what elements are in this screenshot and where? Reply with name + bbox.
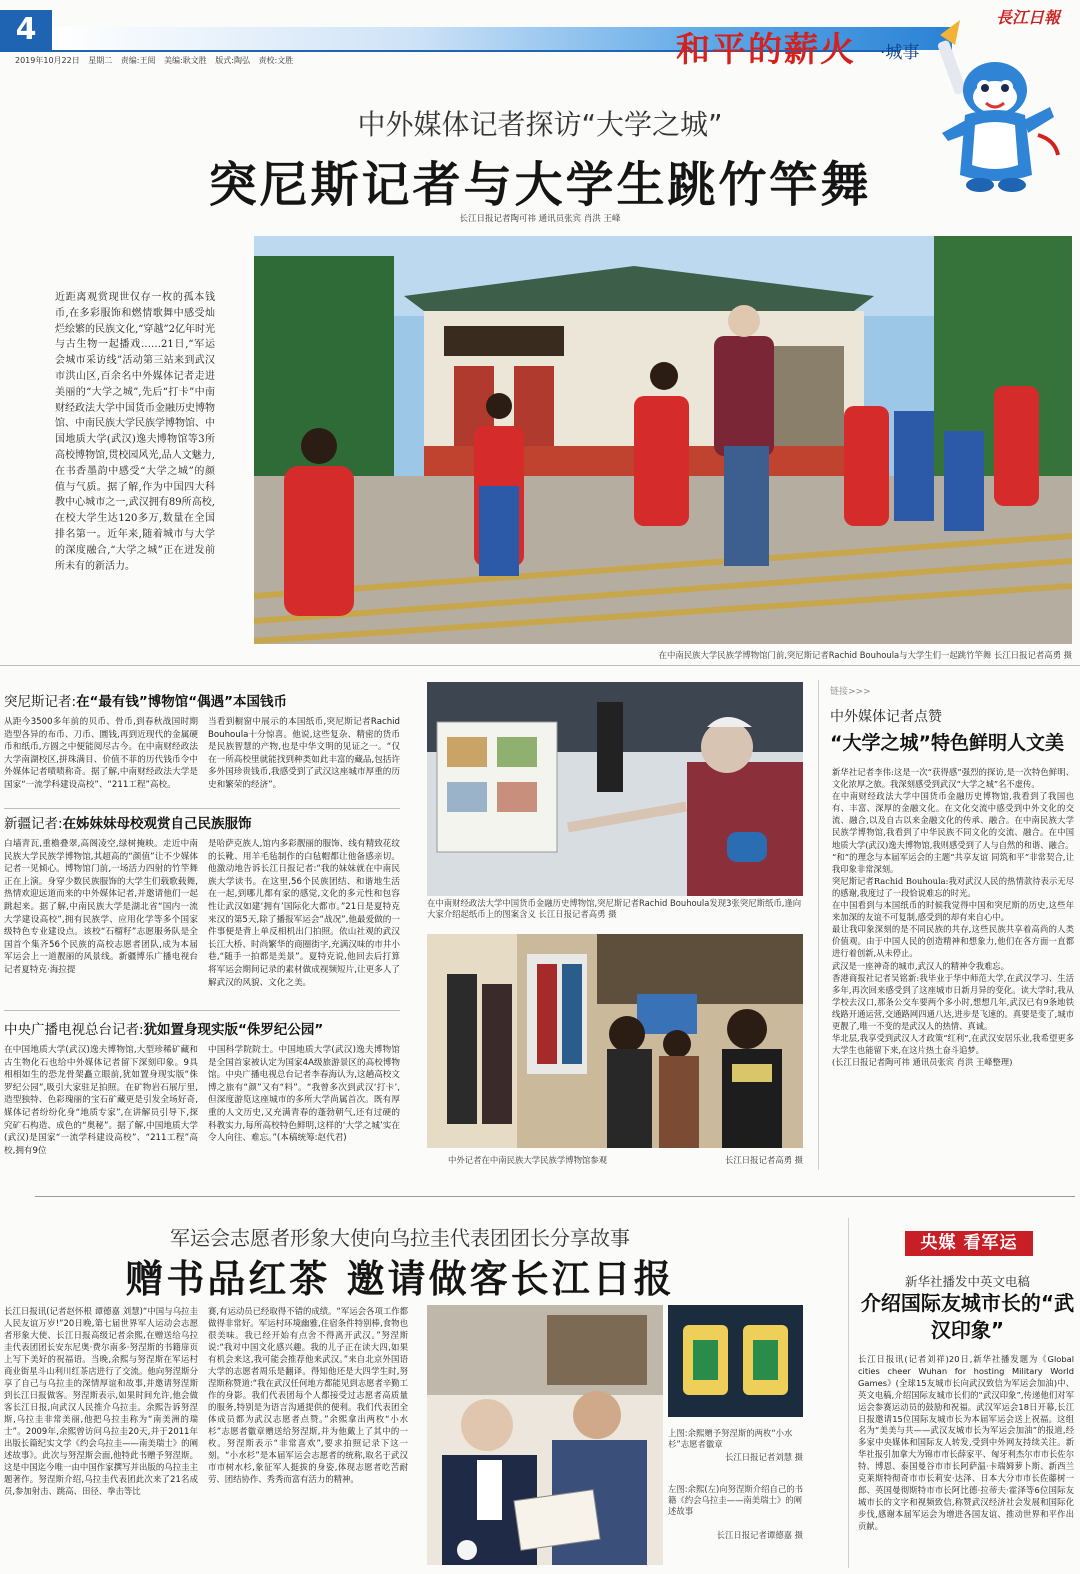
news-divider	[848, 1218, 849, 1568]
section3-heading-prefix: 中央广播电视总台记者:	[4, 1022, 144, 1038]
sidebar-paragraph: “和”的理念与本届军运会的主题“共享友谊 同筑和平”非常契合,让我印象非常深刻。	[832, 851, 1074, 874]
divider	[0, 665, 1080, 666]
section3-heading	[4, 1018, 323, 1038]
section3-heading-main: 犹如置身现实版“侏罗纪公园”	[143, 1022, 324, 1038]
news-body: 长江日报讯(记者刘祥)20日,新华社播发题为《Global cities cheer Wuhan for hosting Military World Games》(全球15友城市长向武汉致信为军运会加油)中、英文电稿,介绍国际友城市长们的“武汉印象”,传递他们对军运会参赛运动员的鼓励和祝福。武汉军运会18日开幕,长江日报邀请15位国际友城市长为本届军运会送上祝福。这组名为“美美与共——武汉友城市长为军运会加油”的报道,经多家中央媒体和国际友人转发,受到中外网友持续关注。新华社报引加拿大为锦市市长薛家平、匈牙利杰尔市市长佐尔特、博恩、泰国曼谷市市长阿萨温·卡瑞姆萝卜斯、新西兰克莱斯特彻奇市市长莉安·达泽、日本大分市市长佐藤树一郎、英国曼彻斯特市市长阿比德·拉蒂夫·霍泽等6位国际友城市长的文字和视频致信,称赞武汉经济社会发展和国际化步伐,感谢本届军运会为增进各国友谊、推动世界和平作出贡献。	[858, 1354, 1074, 1531]
book-photo-credit: 长江日报记者谭德嘉 摄	[716, 1530, 803, 1540]
sidebar-body	[832, 766, 1074, 1068]
photo-currency-caption: 在中南财经政法大学中国货币金融历史博物馆,突尼斯记者Rachid Bouhoula发现3张突尼斯纸币,逢向大家介绍起纸币上的图案含义 长江日报记者高勇 摄	[427, 898, 802, 919]
badge-photo-caption: 上图:余熙赠予努涅斯的两枚“小水杉”志愿者徽章	[668, 1428, 793, 1449]
section2-heading	[4, 812, 252, 832]
sidebar-paragraph: 在中南财经政法大学中国货币金融历史博物馆,我看到了我国也有、丰富、深厚的金融文化。在文化交流中感受到中外文化的交流、融合,以及自古以来金融文化的传承、融合。在中南民族大学民族学博物馆,我看到了中华民族不同文化的交流、融合。在中国地质大学(武汉)逸夫博物馆,我则感受到了人与自然的和谐、融合。	[832, 791, 1074, 850]
section2-heading-prefix: 新疆记者:	[4, 816, 63, 832]
section2-col1: 白墙青瓦,重檐叠翠,高阁凌空,绿树掩映。走近中南民族大学民族学博物馆,其超高的“颜值”让不少媒体记者一见倾心。博物馆门前,一场活力四射的竹竿舞正在上演。身穿少数民族服饰的大学生们载歌载舞,热情欢迎远道而来的中外媒体记者,并邀请他们一起跳起来。据了解,中南民族大学是湖北省“国内一流大学建设高校”,拥有民族学、应用化学等多个国家级特色专业建设点。该校“石榴籽”志愿服务队是全国首个集齐56个民族的高校志愿者团队,成为本届军运会上一道靓丽的风景线。新疆博乐广播电视台记者夏特克·海拉提	[4, 839, 198, 975]
section1-heading-main: 在“最有钱”博物馆“偶遇”本国钱币	[76, 694, 288, 710]
lead-byline: 长江日报记者陶可祎 通讯员张宾 肖洪 王峰	[459, 214, 621, 224]
sidebar-tag: 链接>>>	[830, 687, 871, 697]
divider	[35, 1196, 1075, 1197]
story2-col1: 长江日报讯(记者赵怀根 谭德嘉 刘慧)“中国与乌拉圭人民友谊万岁!”20日晚,第七届世界军人运动会志愿者形象大使、长江日报高级记者余熙,在赠送给乌拉圭代表团团长安东尼奥·费尔南多·努涅斯的书籍扉页上写下美好的祝福语。当晚,余熙与努涅斯在军运村商业街星斗山利川红茶店进行了交流。他向努涅斯分享了自己与乌拉圭的深情厚谊和故事,并邀请努涅斯到长江日报做客。努涅斯表示,如果时间允许,他会做客长江日报,向武汉人民推介乌拉圭。余熙告诉努涅斯,乌拉圭非常美丽,他把乌拉圭称为“南美洲的瑞士”。2009年,余熙曾访问乌拉圭20天,并于2011年出版长篇纪实文学《约会乌拉圭——南美瑞士》的阐述故事》。此次与努涅斯会面,他特此书赠予努涅斯。这是中国迄今唯一由中国作家撰写并出版的乌拉圭主题著作。努涅斯介绍,乌拉圭代表团此次来了21名成员,参加射击、跳高、田径、拳击等比	[4, 1306, 198, 1496]
section-subtitle: ·城事	[880, 43, 920, 63]
sidebar-title: “大学之城”特色鲜明人文美	[830, 732, 1064, 754]
lead-photo	[254, 236, 1072, 644]
sidebar-paragraph: (长江日报记者陶可祎 通讯员张宾 肖洪 王峰整理)	[832, 1057, 1013, 1068]
lead-intro: 近距离观赏现世仅存一枚的孤本钱币,在多彩服饰和燃情歌舞中感受灿烂绘繁的民族文化,“穿越”2亿年时光与古生物一起播戏……21日,“军运会城市采访线”活动第三站来到武汉市洪山区,百余名中外媒体记者走进美丽的“大学之城”,先后“打卡”中南财经政法大学中国货币金融历史博物馆、中南民族大学民族学博物馆、中国地质大学(武汉)逸夫博物馆等3所高校博物馆,贯校园风光,品人文魅力,在书香墨韵中感受“大学之城”的颜值与气质。据了解,作为中国四大科教中心城市之一,武汉拥有89所高校,在校大学生达120多万,数量在全国排名第一。近年来,随着城市与大学的深度融合,“大学之城”正在迸发前所未有的新活力。	[55, 292, 215, 572]
page-number: 4	[0, 10, 52, 50]
divider	[4, 808, 400, 809]
sidebar-divider	[818, 680, 819, 1170]
section1-heading-prefix: 突尼斯记者:	[4, 694, 77, 710]
story2-kicker: 军运会志愿者形象大使向乌拉圭代表团团长分享故事	[170, 1226, 630, 1250]
lead-headline: 突尼斯记者与大学生跳竹竿舞	[208, 157, 872, 213]
date-line: 2019年10月22日 星期二 责编:王阅 美编:耿文胜 版式:陶弘 责校:文胜	[15, 56, 294, 65]
book-photo-caption: 左图:余熙(左)向努涅斯介绍自己的书籍《约会乌拉圭——南美瑞士》的阐述故事	[668, 1484, 803, 1516]
section3-col2: 中国科学院院士。中国地质大学(武汉)逸夫博物馆是全国首家被认定为国家4A级旅游景区的高校博物馆。中央广播电视总台记者李春海认为,这趟高校文博之旅有“颜”又有“料”。“我曾多次到武汉‘打卡’,但深度游览这座城市的多所大学尚属首次。既有厚重的人文历史,又充满青春的蓬勃朝气,还有过硬的科教实力,每所高校特色鲜明,这样的‘大学之城’实在令人向往、难忘。”(本稿统筹:赵代君)	[208, 1045, 400, 1144]
sidebar-paragraph: 新华社记者李伟:这是一次“获得感”强烈的探访,是一次特色鲜明、文化浓厚之旅。我深刻感受到武汉“大学之城”名不虚传。	[832, 767, 1074, 790]
section1-heading	[4, 690, 287, 710]
news-headline: 介绍国际友城市长的“武汉印象”	[860, 1291, 1075, 1342]
photo-ethnic-credit: 长江日报记者高勇 摄	[724, 1155, 803, 1165]
lead-photo-caption: 在中南民族大学民族学博物馆门前,突尼斯记者Rachid Bouhoula与大学生们一起跳竹竿舞 长江日报记者高勇 摄	[658, 650, 1072, 660]
badge-photo-credit: 长江日报记者刘慧 摄	[724, 1452, 803, 1462]
sidebar-paragraph: 武汉是一座神奇的城市,武汉人的精神令我难忘。	[832, 960, 1009, 971]
section1-col1: 从距今3500多年前的贝币、骨币,到春秋战国时期造型各异的布币、刀币、圜钱,再到近现代的金属硬币和纸币,方圆之中便能阅尽古今。在中南财经政法大学南湖校区,拼珠满目、价值不菲的历代钱币令中外媒体记者啧啧称奇。据了解,中南财经政法大学是国家“一流学科建设高校”、“211工程”高校。	[4, 717, 198, 790]
story2-headline: 赠书品红茶 邀请做客长江日报	[125, 1257, 675, 1301]
brand-logo: 長江日報	[995, 8, 1060, 27]
section3-col1: 在中国地质大学(武汉)逸夫博物馆,大型珍稀矿藏和古生物化石也给中外媒体记者留下深刻印象。9具相相如生的恐龙骨架矗立眼前,犹如置身现实版“侏罗纪公园”,吸引大家驻足拍照。在矿物岩石展厅里,造型独特、色彩瑰丽的宝石矿藏更是引发全场好奇,媒体记者纷纷化身“地质专家”,在讲解员引导下,探究矿石构造、成色的“奥秘”。据了解,中国地质大学(武汉)是国家“一流学科建设高校”、“211工程”高校,拥有9位	[4, 1045, 198, 1156]
story2-col2: 赛,有运动员已经取得不错的成绩。“军运会各项工作都做得非常好。军运村环境幽雅,住宿条件特别棒,食物也很美味。我已经开始有点舍不得离开武汉。”努涅斯说:“我对中国文化感兴趣。我的儿子正在读大四,如果有机会来这,我可能会推荐他来武汉。”来自北京外国语大学的志愿者周乐是翻译。得知他还是大四学生时,努涅斯称赞道:“我在武汉任何地方都能见到志愿者辛勤工作的身影。我们代表团每个人都接受过志愿者高质量的服务,特别是为语言沟通提供的便利。我们代表团全体成员都为武汉志愿者点赞。”余熙拿出两枚“小水杉”志愿者徽章赠送给努涅斯,并为他戴上了其中的一枚。努涅斯表示“非常喜欢”,要求拍照记录下这一刻。“小水杉”是本届军运会志愿者的统称,取名于武汉市市树水杉,象征军人挺拔的身姿,体现志愿者吃苦耐劳、团结协作、秀秀而富有活力的精神。	[208, 1306, 408, 1484]
photo-currency-museum	[427, 682, 803, 896]
divider	[4, 1010, 400, 1011]
sidebar-paragraph: 华北层,我享受到武汉人才政策“红利”,在武汉安居乐业,我希望更多大学生也能留下来,在这片热土奋斗追梦。	[832, 1033, 1074, 1056]
sidebar-paragraph: 香港商报社记者吴铭新:我毕业于华中师范大学,在武汉学习、生活多年,再次回来感受到了这座城市日新月异的变化。读大学时,我从学校去汉口,那条公交车要两个多小时,想想几年,武汉已有9条地铁线路开通运营,交通路网四通八达,进步是飞速的。真要是变了,城市更靓了,唯一不变的是武汉人的热情、真诚。	[832, 972, 1074, 1031]
section1-col2: 当看到橱窗中展示的本国纸币,突尼斯记者Rachid Bouhoula十分惊喜。他说,这些复杂、精密的货币是民族智慧的产物,也是中华文明的见证之一。“仅在一所高校里就能找到种类如此丰富的藏品,包括许多外国珍贵钱币,我感受到了武汉这座城市厚重的历史和繁荣的经济”。	[208, 717, 400, 790]
news-badge: 央媒 看军运	[905, 1231, 1033, 1256]
sidebar-paragraph: 在中国看到与本国纸币的时候我觉得中国和突尼斯的历史,这些年来加深的友谊不可复制,感受到的却有来自心中。	[832, 900, 1074, 923]
photo-ethnic-caption: 中外记者在中南民族大学民族学博物馆参观	[448, 1155, 608, 1165]
lead-kicker: 中外媒体记者探访“大学之城”	[357, 108, 723, 141]
section2-col2: 是哈萨克族人,馆内多彩靓丽的服饰、线有精致花纹的长靴、用羊毛毡制作的白毡帽都让他备感亲切。他激动地告诉长江日报记者:“我的妹妹就在中南民族大学读书。在这里,56个民族团结、和谐地生活在一起,到哪儿都有家的感觉,文化的多元性和包容性让武汉如建‘拥有’国际化大都市。”21日是夏特克来汉的第5天,除了播报军运会“战况”,他最爱做的一件事便是背上单反相机出门拍照。依山社观的武汉长江大桥、时尚繁华的商圈街字,充满汉味的市井小巷,“随手一拍都是美景”。夏特克说,他回去后打算将军运会期间记录的素材做成视频短片,让更多人了解武汉的风貌、文化之美。	[208, 839, 400, 988]
sidebar-subtitle: 中外媒体记者点赞	[830, 709, 942, 725]
photo-book-gift	[427, 1305, 663, 1565]
section-title: 和平的薪火	[676, 30, 856, 70]
photo-ethnic-museum	[427, 934, 803, 1148]
news-subtitle: 新华社播发中英文电稿	[904, 1274, 1030, 1289]
section2-heading-main: 在姊妹妹母校观赏自己民族服饰	[62, 816, 252, 832]
photo-volunteer-badges	[668, 1305, 803, 1417]
sidebar-paragraph: 突尼斯记者Rachid Bouhoula:我对武汉人民的热情款待表示无尽的感谢,我度过了一段恰说难忘的时光。	[832, 875, 1074, 898]
sidebar-paragraph: 最让我印象深刻的是不同民族的共存,这些民族共享着高尚的人类价值观。由于中国人民的创造精神和想象力,他们在各方面一直都进行着创新,从未停止。	[832, 924, 1074, 959]
